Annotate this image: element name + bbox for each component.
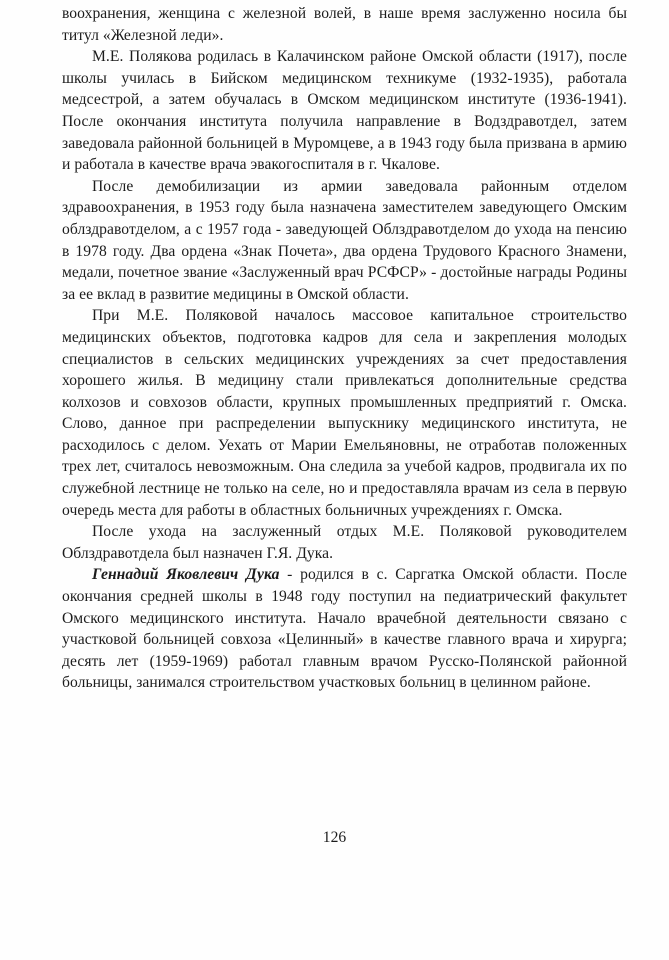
paragraph-4	[62, 305, 627, 521]
paragraph-4-text: При М.Е. Поляковой началось массовое капитальное строительство медицинских объектов, подготовка кадров для села и закрепления молодых специалистов в сельских медицинских учреждениях за счет предоставления хорошего жилья. В медицину стали привлекаться дополнительные средства колхозов и совхозов области, крупных промышленных предприятий г. Омска. Слово, данное при распределении выпускнику медицинского института, не расходилось с делом. Уехать от Марии Емельяновны, не отработав положенных трех лет, считалось невозможным. Она следила за учебой кадров, продвигала их по служебной лестнице не только на селе, но и предоставляла врачам из села в первую очередь места для работы в областных больничных учреждениях г. Омска.	[62, 307, 627, 519]
paragraph-3	[62, 176, 627, 306]
paragraph-1-text: воохранения, женщина с железной волей, в наше время заслуженно носила бы титул «Железной леди».	[62, 5, 627, 44]
paragraph-2	[62, 46, 627, 176]
page-number: 126	[322, 829, 347, 846]
paragraph-5	[62, 521, 627, 564]
paragraph-2-text: М.Е. Полякова родилась в Калачинском районе Омской области (1917), после школы училась в Бийском медицинском техникуме (1932-1935), работала медсестрой, а затем обучалась в Омском медицинском институте (1936-1941). После окончания института получила направление в Водздравотдел, затем заведовала районной больницей в Муромцеве, а в 1943 году была призвана в армию и работала в качестве врача эвакогоспиталя в г. Чкалове.	[62, 48, 627, 174]
paragraph-6-text: - родился в с. Саргатка Омской области. После окончания средней школы в 1948 году поступил на педиатрический факультет Омского медицинского института. Начало врачебной деятельности связано с участковой больницей совхоза «Целинный» в качестве главного врача и хирурга; десять лет (1959-1969) работал главным врачом Русско-Полянской районной больницы, занимался строительством участковых больниц в целинном районе.	[62, 566, 628, 692]
person-name: Геннадий Яковлевич Дука	[92, 566, 280, 584]
paragraph-6	[62, 564, 627, 694]
paragraph-5-text: После ухода на заслуженный отдых М.Е. Поляковой руководителем Облздравотдела был назначен Г.Я. Дука.	[62, 523, 627, 562]
paragraph-3-text: После демобилизации из армии заведовала районным отделом здравоохранения, в 1953 году была назначена заместителем заведующего Омским облздравотделом, а с 1957 года - заведующей Облздравотделом до ухода на пенсию в 1978 году. Два ордена «Знак Почета», два ордена Трудового Красного Знамени, медали, почетное звание «Заслуженный врач РСФСР» - достойные награды Родины за ее вклад в развитие медицины в Омской области.	[62, 177, 627, 303]
paragraph-1	[62, 3, 627, 46]
body-text	[62, 3, 627, 694]
